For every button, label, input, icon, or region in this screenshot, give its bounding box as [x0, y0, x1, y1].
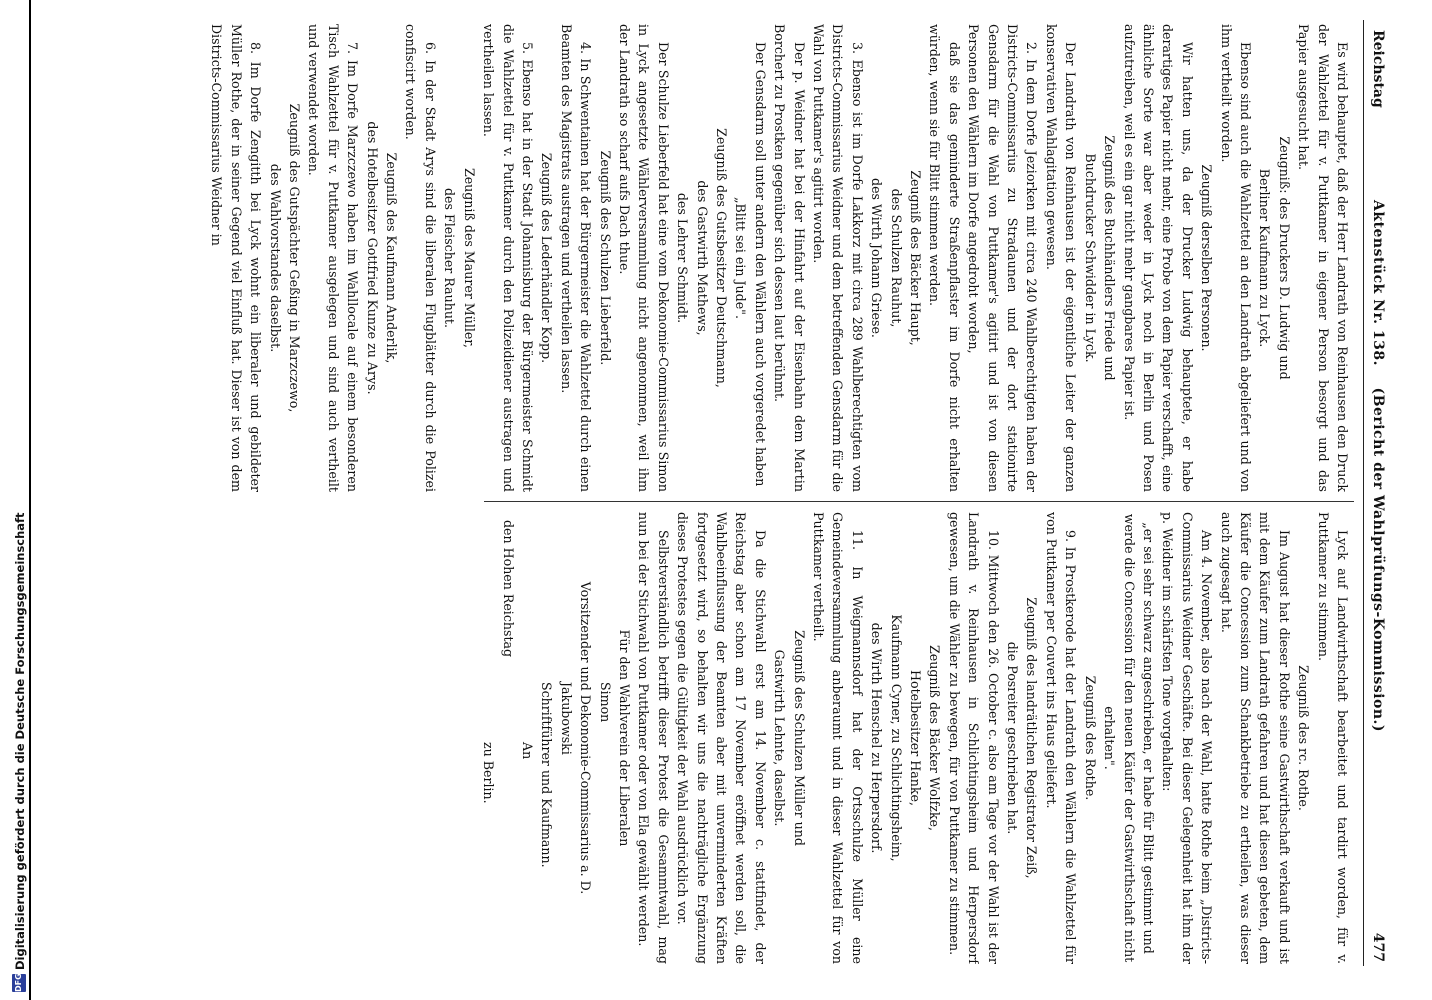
centered-line: des Fleischer Rauhut. — [442, 187, 458, 328]
signature-line: An — [519, 742, 535, 760]
centered-line: Berliner Kaufmann zu Lyck. — [1257, 168, 1273, 348]
centered-line: Zeugniß des Gutspächter Geßing in Marzczewo, — [287, 103, 303, 413]
header-center — [1368, 200, 1387, 732]
centered-line: Zeugniß des Bäcker Wolfzke, — [927, 645, 943, 831]
centered-line: des Schulzen Rauhut, — [888, 188, 904, 328]
footer-text: Digitalisierung gefördert durch die Deutsche Forschungsgemeinschaft — [13, 512, 27, 970]
centered-line: Zeugniß des Rothe. — [1082, 675, 1098, 801]
right-column — [102, 512, 1352, 964]
footer — [10, 0, 32, 992]
centered-line: „er sei sehr schwarz angeschrieben, er habe für Blitt gestimmt und werde die Concession für den neuen Käufer der Gastwirthschaft nicht erhalten". — [1102, 513, 1156, 963]
paragraph: Lyck auf Landwirthschaft bearbeitet und tardirt worden, für v. Puttkamer zu stimmen. — [1315, 512, 1350, 964]
rotated-content — [88, 12, 1388, 972]
paragraph: Der Gensdarm soll unter andern den Wählern auch vorgeredet haben — [752, 42, 768, 487]
centered-line: Zeugniß des rc. Rothe. — [1296, 665, 1312, 811]
centered-line: des Wirth Johann Griese. — [869, 178, 885, 338]
paragraph: 5. Ebenso hat in der Stadt Johannisburg der Bürgermeister Schmidt die Wahlzettel für v. Puttkamer durch den Polizeidiener austragen und vertheilen lassen. — [481, 24, 535, 492]
centered-line: Gastwirth Lehnte, daselbst. — [772, 649, 788, 827]
centered-line: des Lehrer Schmidt. — [675, 192, 691, 324]
paragraph: 4. In Schwentainen hat der Bürgermeister die Wahlzettel durch einen Beamten des Magistrats austragen und vertheilen lassen. — [558, 24, 594, 492]
centered-line: Zeugniß des Lederhändler Kopp. — [539, 152, 555, 364]
paragraph: Der Landrath von Reinhausen ist der eigentliche Leiter der ganzen konservativen Wahlagitation gewesen. — [1043, 24, 1079, 492]
centered-line: des Wirth Henschel zu Herpersdorf. — [869, 622, 885, 854]
paragraph: 7. Im Dorfe Marzczewo haben im Wahllocale auf einem besonderen Tisch Wahlzettel für v. Puttkamer ausgelegen und sind auch vertheilt und verwendet worden. — [306, 24, 361, 492]
column-rule — [484, 501, 1354, 502]
centered-line: Zeugniß des Schulzen Müller und — [791, 630, 807, 846]
paragraph: Wir hatten uns, da der Drucker Ludwig behauptete, er habe derartiges Papier nicht mehr, eine Probe von dem Papier verschafft, eine ähnliche Sorte war aber weder in Lyck noch in Berlin und Posen aufzutreiben, weil es ein gar nicht mehr gangbares Papier ist. — [1121, 24, 1195, 492]
paragraph: 3. Ebenso ist im Dorfe Lakkorz mit circa 289 Wahlberechtigten vom Districts-Commissarius Weidner und dem betreffenden Gensdarm für die Wahl von Puttkamer's agitirt worden. — [811, 24, 865, 492]
page-number: 477 — [1370, 932, 1386, 962]
centered-line: Zeugniß des Schulzen Lieberfeld. — [597, 150, 613, 366]
paragraph: 10. Mittwoch den 26. October c. also am Tage vor der Wahl ist der Landrath v. Reinhausen in Schlichtingsheim und Herpersdorf gewesen, um die Wähler zu bewegen, für von Puttkamer zu stimmen. — [946, 512, 1001, 964]
paragraph: daß sie das geminderte Straßenpflaster im Dorfe nicht erhalten würden, wenn sie für Blitt stimmen werden. — [927, 24, 962, 492]
paragraph: 2. In dem Dorfe Jeziorken mit circa 240 Wahlberechtigten haben der Districts-Commissarius zu Stradaunen und der dort stationirte Gensdarm für die Wahl von Puttkamer's agitirt und ist von diesen Personen den Wählern im Dorfe angedroht worden, — [966, 24, 1040, 492]
centered-line: Für den Wahlverein der Liberalen — [616, 629, 632, 847]
paragraph: Am 4. November, also nach der Wahl, hatte Rothe beim „Districts-Commissarius Weidner Geschäfte. Bei dieser Gelegenheit hat ihm der p. Weidner im schärfsten Tone vorgehalten: — [1160, 512, 1215, 964]
centered-line: des Wahlvorstandes daselbst. — [267, 163, 283, 353]
header-document-number: Aktenstück Nr. 138. — [1370, 200, 1386, 366]
centered-line: des Hotelbesitzer Gottfried Kunze zu Arys. — [364, 121, 380, 395]
paragraph: Ebenso sind auch die Wahlzettel an den Landrath abgeliefert und von ihm vertheilt worden. — [1218, 24, 1253, 492]
paragraph: Der p. Weidner hat bei der Hinfahrt auf der Eisenbahn dem Martin Borchert zu Prostken gegenüber sich dessen laut berühmt. — [772, 24, 807, 492]
paragraph: 8. Im Dorfe Zengitth bei Lyck wohnt ein liberaler und gebildeter Müller Rothe, der in seiner Gegend viel Einfluß hat. Dieser ist von dem Districts-Commissarius Weidner in — [209, 24, 264, 492]
signature-line: zu Berlin. — [481, 742, 497, 804]
centered-line: Zeugniß des Buchhändlers Friede und — [1102, 135, 1118, 381]
centered-line: Zeugniß des Bäcker Haupt, — [908, 170, 924, 346]
paragraph: Selbstverständlich betrifft dieser Protest die Gesammtwahl, mag nun bei der Stichwahl von Puttkamer oder von Ela gewählt werden. — [636, 512, 671, 964]
header-note: (Bericht der Wahlprüfungs-Kommission.) — [1370, 387, 1386, 733]
centered-line: Zeugniß des Maurer Müller, — [461, 167, 477, 349]
signature-line: Jakubowski — [558, 682, 574, 755]
paragraph: 9. In Prostkerode hat der Landrath den Wählern die Wahlzettel für von Puttkamer per Couvert ins Haus geliefert. — [1043, 512, 1079, 964]
centered-line: Hotelbesitzer Hanke, — [908, 670, 924, 806]
centered-line: die Posreiter geschrieben hat. — [1005, 641, 1021, 835]
centered-line: Kaufmann Cyner, zu Schlichtingsheim, — [888, 614, 904, 862]
centered-line: des Gastwirth Mathews, — [694, 180, 710, 336]
paragraph: 6. In der Stadt Arys sind die liberalen Flugblätter durch die Polizei confiscirt worden. — [403, 24, 438, 492]
signature-line: Schriftführer und Kaufmann. — [539, 682, 555, 868]
header-left: Reichstag — [1370, 30, 1386, 108]
centered-line: Zeugniß: des Druckers D. Ludwig und — [1276, 136, 1292, 380]
signature-line: Simon — [597, 682, 613, 723]
centered-line: Zeugniß des Kaufmann Anderlik, — [384, 152, 400, 364]
signature-line: den Hohen Reichstag — [500, 520, 516, 658]
centered-line: Zeugniß des Gutsbesitzer Deutschmann, — [714, 128, 729, 388]
left-column — [102, 24, 1352, 492]
centered-line: Buchdrucker Schwidder in Lyck. — [1082, 153, 1098, 363]
paragraph: Es wird behauptet, daß der Herr Landrath von Reinhausen den Druck der Wahlzettel für v. Puttkamer in eigener Person besorgt und das Papier ausgesucht hat. — [1296, 24, 1350, 492]
paragraph: Der Schulze Lieberfeld hat eine vom Dekonomie-Commissarius Simon in Lyck angesetzte Wählerversammlung nicht angenommen, weil ihm der Landrath so scharf aufs Dach thue. — [616, 24, 671, 492]
centered-line: Zeugniß derselben Personen. — [1199, 164, 1215, 352]
paragraph: 11. In Weigmannsdorf hat der Ortsschulze Müller eine Gemeindeversammlung anberaumt und in dieser Wahlzettel für von Puttkamer vertheilt. — [811, 512, 865, 964]
centered-line: Zeugniß des landrätlichen Registrator Zeiß, — [1024, 597, 1040, 879]
page-header — [1363, 20, 1388, 966]
paragraph: Da die Stichwahl erst am 14. November c. stattfindet, der Reichstag aber schon am 17 November eröffnet werden soll, die Wahlbeeinflussung der Beamten aber mit unverminderten Kräften fortgesetzt wird, so behalten wir uns die nachträgliche Ergänzung dieses Protestes gegen die Gültigkeit der Wahl ausdrücklich vor. — [675, 512, 768, 964]
centered-line: Vorsitzender und Dekonomie-Commissarius a. D. — [578, 581, 594, 895]
paragraph: Im August hat dieser Rothe seine Gastwirthschaft verkauft und ist mit dem Käufer zum Landrath gefahren und hat diesen gebeten, dem Käufer die Concession zum Schankbetriebe zu ertheilen, was dieser auch zugesagt hat. — [1218, 512, 1292, 964]
centered-line: „Blitt sei ein Jude". — [733, 197, 749, 319]
dfg-logo: DFG — [12, 974, 26, 992]
